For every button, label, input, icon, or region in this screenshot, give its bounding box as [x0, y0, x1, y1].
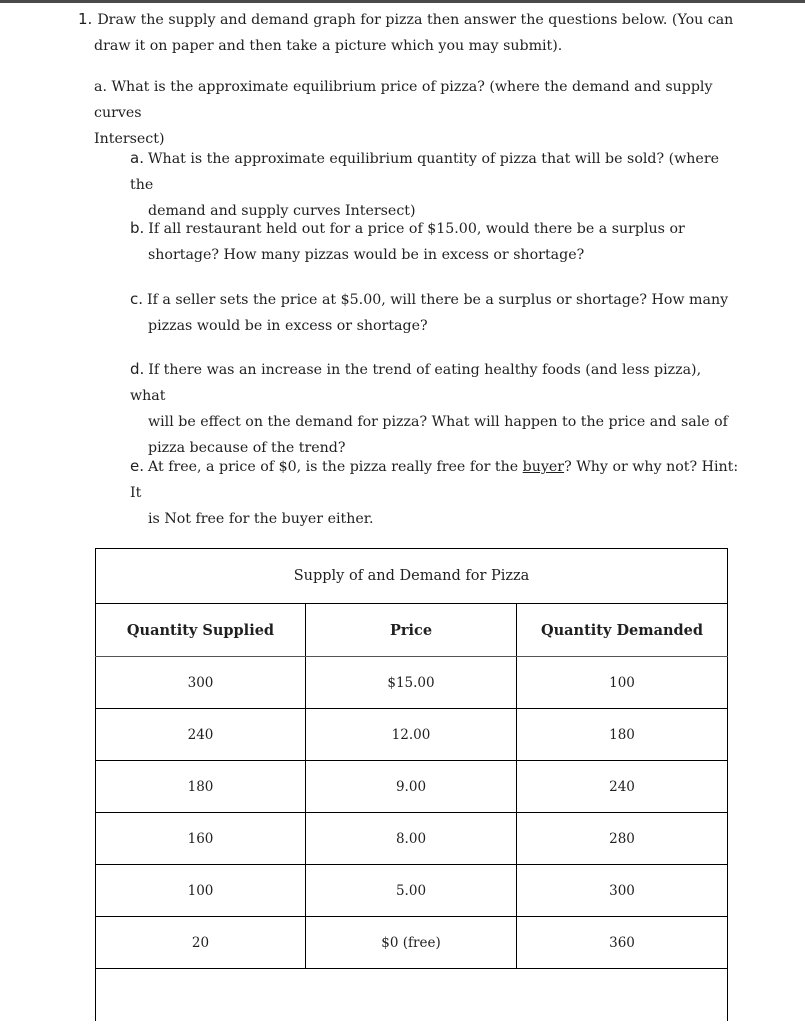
table-title: Supply of and Demand for Pizza [96, 549, 728, 604]
header-quantity-supplied: Quantity Supplied [96, 604, 306, 657]
subquestion-letter: b. [130, 219, 145, 237]
intro-line1: a. What is the approximate equilibrium price of pizza? (where the demand and supply curves [94, 79, 713, 121]
cell-quantity-supplied: 240 [96, 709, 306, 761]
cell-price: $15.00 [306, 657, 517, 709]
subquestion-c [130, 286, 740, 339]
underlined-word-buyer: buyer [522, 459, 565, 475]
cell-quantity-demanded: 240 [517, 761, 728, 813]
table-row [96, 761, 728, 813]
subquestion-line-post: ? Why or why not? Hint: It [130, 459, 739, 501]
cell-price: 9.00 [306, 761, 517, 813]
subquestion-line: will be effect on the demand for pizza? What will happen to the price and sale of [148, 414, 728, 430]
question-1 [78, 6, 758, 59]
subquestion-d [130, 356, 740, 461]
cell-quantity-supplied: 300 [96, 657, 306, 709]
cell-quantity-supplied: 100 [96, 865, 306, 917]
table-row [96, 657, 728, 709]
empty-cell [96, 969, 728, 1022]
question-intro [94, 74, 754, 152]
subquestion-line: is Not free for the buyer either. [148, 511, 374, 527]
cell-quantity-demanded: 300 [517, 865, 728, 917]
question-text-line1: Draw the supply and demand graph for pizza then answer the questions below. (You can [97, 12, 734, 28]
cell-quantity-demanded: 180 [517, 709, 728, 761]
table-header-row [96, 604, 728, 657]
table-row [96, 865, 728, 917]
subquestion-line: demand and supply curves Intersect) [148, 203, 416, 219]
cell-quantity-supplied: 20 [96, 917, 306, 969]
intro-line2: Intersect) [94, 131, 165, 147]
cell-quantity-demanded: 360 [517, 917, 728, 969]
table-row [96, 813, 728, 865]
subquestion-b [130, 215, 740, 268]
subquestion-line: If there was an increase in the trend of eating healthy foods (and less pizza), what [130, 362, 702, 404]
subquestion-a [130, 145, 740, 224]
subquestion-line-pre: At free, a price of $0, is the pizza really free for the [148, 459, 523, 475]
cell-price: $0 (free) [306, 917, 517, 969]
subquestion-letter: c. [130, 290, 144, 308]
subquestion-e [130, 453, 740, 532]
table-row [96, 917, 728, 969]
cell-price: 12.00 [306, 709, 517, 761]
subquestion-line: pizzas would be in excess or shortage? [148, 318, 428, 334]
cell-quantity-supplied: 160 [96, 813, 306, 865]
subquestion-line: What is the approximate equilibrium quantity of pizza that will be sold? (where the [130, 151, 719, 193]
question-text-line2: draw it on paper and then take a picture which you may submit). [94, 38, 563, 54]
cell-quantity-demanded: 280 [517, 813, 728, 865]
cell-price: 8.00 [306, 813, 517, 865]
header-price: Price [306, 604, 517, 657]
supply-demand-table [95, 548, 728, 1021]
subquestion-letter: d. [130, 360, 145, 378]
table-empty-row [96, 969, 728, 1022]
subquestion-letter: e. [130, 457, 144, 475]
subquestion-line: shortage? How many pizzas would be in excess or shortage? [148, 247, 585, 263]
cell-price: 5.00 [306, 865, 517, 917]
question-number: 1. [78, 10, 93, 28]
header-quantity-demanded: Quantity Demanded [517, 604, 728, 657]
table-row [96, 709, 728, 761]
subquestion-line: If a seller sets the price at $5.00, will there be a surplus or shortage? How many [147, 292, 729, 308]
subquestion-letter: a. [130, 149, 144, 167]
top-rule [0, 0, 805, 3]
subquestion-line: If all restaurant held out for a price of $15.00, would there be a surplus or [148, 221, 685, 237]
subquestion-line: pizza because of the trend? [148, 440, 346, 456]
cell-quantity-supplied: 180 [96, 761, 306, 813]
cell-quantity-demanded: 100 [517, 657, 728, 709]
